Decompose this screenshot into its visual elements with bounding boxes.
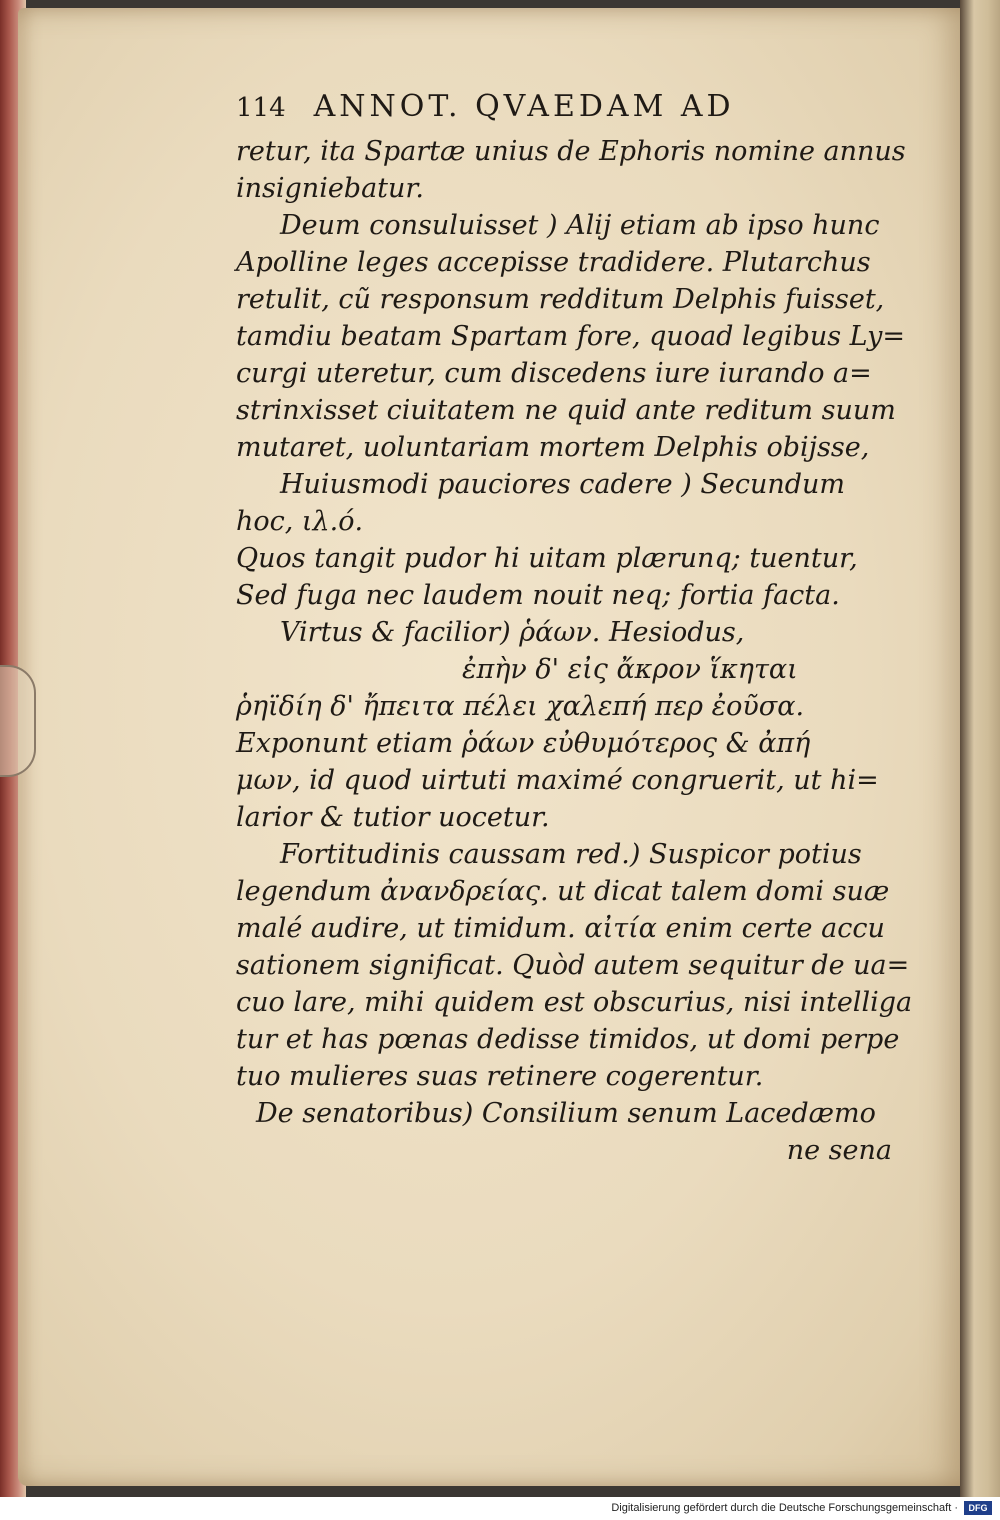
catchword-line: ne sena bbox=[786, 1135, 892, 1166]
running-header bbox=[236, 88, 896, 127]
running-title: ANNOT. QVAEDAM AD bbox=[313, 89, 735, 124]
text-line: sationem significat. Quòd autem sequitur de ua= bbox=[236, 950, 910, 981]
text-line: Exponunt etiam ῥάων εὐθυμότερος & ἀπή bbox=[236, 728, 811, 759]
text-line: strinxisset ciuitatem ne quid ante reditum suum bbox=[236, 395, 896, 426]
text-line: μων, id quod uirtuti maximé congruerit, ut hi= bbox=[236, 765, 879, 796]
text-line: malé audire, ut timidum. αἰτία enim certe accu bbox=[236, 913, 885, 944]
text-line: retur, ita Spartæ unius de Ephoris nomine annus bbox=[236, 136, 906, 167]
text-line: retulit, cũ responsum redditum Delphis fuisset, bbox=[236, 284, 885, 315]
text-line: Fortitudinis caussam red.) Suspicor potius bbox=[280, 839, 862, 870]
verse-line: Sed fuga nec laudem nouit neq; fortia facta. bbox=[236, 580, 840, 611]
book-clasp bbox=[0, 665, 36, 777]
footer-bar bbox=[0, 1497, 1000, 1520]
dfg-logo: DFG bbox=[964, 1501, 992, 1515]
text-line: Huiusmodi pauciores cadere ) Secundum bbox=[280, 469, 845, 500]
text-line: larior & tutior uocetur. bbox=[236, 802, 550, 833]
text-line: legendum ἀνανδρείας. ut dicat talem domi suæ bbox=[236, 876, 890, 907]
text-line: cuo lare, mihi quidem est obscurius, nisi intelliga bbox=[236, 987, 913, 1018]
text-line: De senatoribus) Consilium senum Lacedæmo bbox=[256, 1098, 876, 1129]
book-page-edge-right bbox=[960, 0, 1000, 1497]
text-line: mutaret, uoluntariam mortem Delphis obijsse, bbox=[236, 432, 870, 463]
text-line: Apolline leges accepisse tradidere. Plutarchus bbox=[236, 247, 871, 278]
text-line: tur et has pœnas dedisse timidos, ut domi perpe bbox=[236, 1024, 900, 1055]
text-line: tamdiu beatam Spartam fore, quoad legibus Ly= bbox=[236, 321, 906, 352]
text-line: curgi uteretur, cum discedens iure iurando a= bbox=[236, 358, 872, 389]
verse-line: Quos tangit pudor hi uitam plærunq; tuentur, bbox=[236, 543, 858, 574]
page-text bbox=[236, 88, 913, 1169]
text-line: hoc, ιλ.ό. bbox=[236, 506, 364, 537]
greek-verse-line: ῥηϊδίη δ' ἤπειτα πέλει χαλεπή περ ἐοῦσα. bbox=[236, 691, 805, 722]
text-line: tuo mulieres suas retinere cogerentur. bbox=[236, 1061, 764, 1092]
text-line: insigniebatur. bbox=[236, 173, 424, 204]
greek-verse-line: ἐπὴν δ' εἰς ἄκρον ἵκηται bbox=[462, 654, 798, 685]
text-line: Virtus & facilior) ῥάων. Hesiodus, bbox=[280, 617, 745, 648]
text-line: Deum consuluisset ) Alij etiam ab ipso hunc bbox=[280, 210, 880, 241]
page-number: 114 bbox=[236, 93, 286, 123]
funding-credit: Digitalisierung gefördert durch die Deutsche Forschungsgemeinschaft · bbox=[611, 1502, 958, 1514]
